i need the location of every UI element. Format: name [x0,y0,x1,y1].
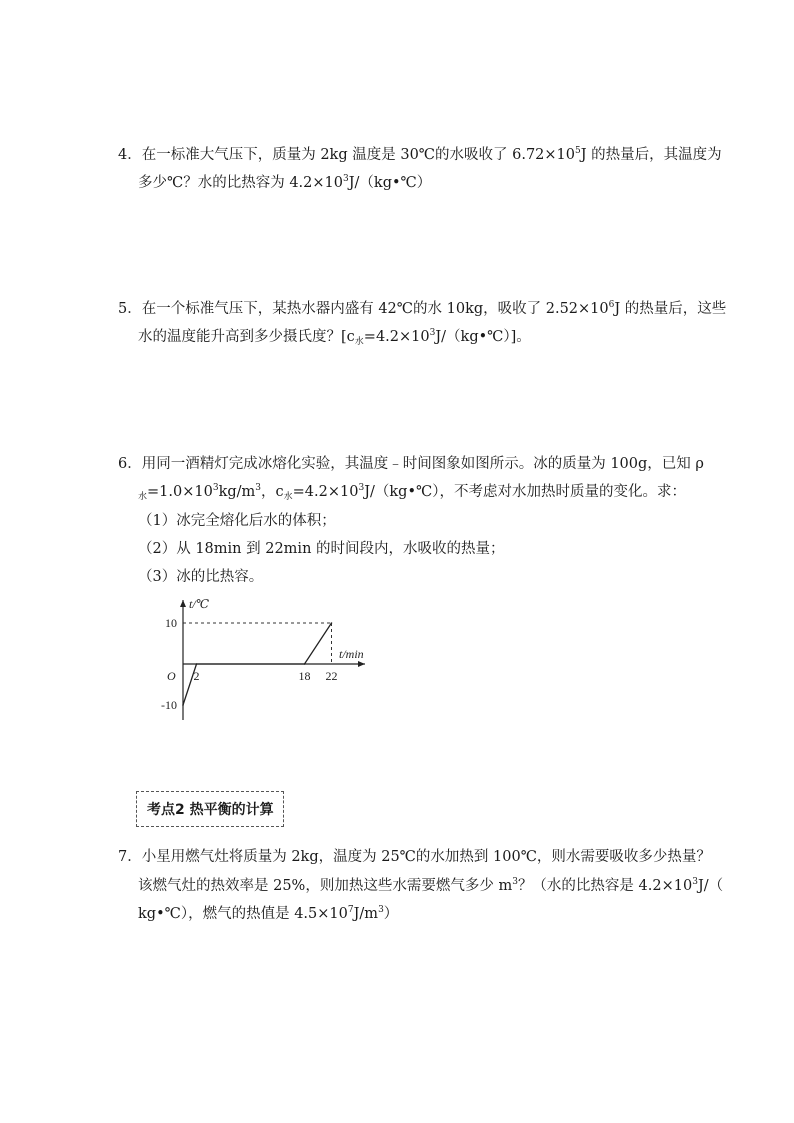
superscript: 3 [692,877,698,887]
question-6-subquestion-1: （1）冰完全熔化后水的体积； [138,513,336,529]
y-tick-label: 10 [165,616,177,630]
text: J/m [353,906,379,922]
subscript: 水 [283,492,293,502]
question-5-line-2 [138,327,531,347]
text: J/（kg•℃） [348,175,432,191]
text: J/（kg•℃），不考虑对水加热时质量的变化。求： [364,484,686,500]
text: 4．在一标准大气压下，质量为 2kg 温度是 30℃的水吸收了 6.72×10 [118,147,576,163]
question-6-line-1: 6．用同一酒精灯完成冰熔化实验，其温度﹣时间图象如图所示。冰的质量为 100g，已知 ρ [118,456,704,472]
text: kg•℃），燃气的热值是 4.5×10 [138,906,348,922]
text: ） [383,906,399,922]
subscript: 水 [138,492,148,502]
question-6-subquestion-3: （3）冰的比热容。 [138,569,264,585]
superscript: 3 [378,905,384,915]
text: ，c [261,484,284,500]
superscript: 3 [358,483,365,493]
text: =1.0×10 [147,484,213,500]
x-axis-label: t/min [339,647,364,661]
question-6-subquestion-2: （2）从 18min 到 22min 的时间段内，水吸收的热量； [138,541,505,557]
text: 该燃气灶的热效率是 25%，则加热这些水需要燃气多少 m [138,878,513,894]
text: =4.2×10 [363,329,430,345]
subscript: 水 [354,337,364,347]
question-7-line-2 [138,876,723,896]
text: 多少℃？水的比热容为 4.2×10 [138,175,343,191]
question-5-line-1 [118,299,726,319]
data-point [304,663,306,665]
superscript: 5 [575,146,581,156]
x-tick-label: 18 [298,669,311,683]
question-4-line-2 [138,173,431,193]
data-point [182,704,184,706]
origin-label: O [167,669,176,683]
superscript: 6 [608,300,615,310]
data-point [331,622,333,624]
superscript: 3 [343,174,349,184]
text: kg/m [218,484,256,500]
text: =4.2×10 [292,484,359,500]
section-heading-box [136,791,284,827]
x-tick-label: 22 [325,669,338,683]
chart-labels [161,597,364,712]
data-point [196,663,198,665]
superscript: 7 [347,905,354,915]
superscript: 3 [429,328,436,338]
superscript: 3 [512,877,518,887]
text: J 的热量后，其温度为 [580,147,722,163]
question-7-line-3 [138,904,398,924]
text: ？（水的比热容是 4.2×10 [517,878,693,894]
text: J/（kg•℃）]。 [435,329,531,345]
section-heading: 考点2 热平衡的计算 [147,802,274,818]
text: J 的热量后，这些 [614,301,727,317]
x-tick-label: 2 [193,669,200,683]
text: J/（ [697,878,724,894]
text: 水的温度能升高到多少摄氏度？[c [138,329,355,345]
chart-axes [183,600,365,720]
superscript: 3 [255,483,261,493]
question-6-line-2 [138,482,686,502]
text: 5．在一个标准气压下，某热水器内盛有 42℃的水 10kg，吸收了 2.52×10 [118,301,609,317]
question-7-line-1: 7．小星用燃气灶将质量为 2kg，温度为 25℃的水加热到 100℃，则水需要吸收多少热量？ [118,849,711,865]
question-4-line-1 [118,145,722,165]
y-tick-label: -10 [161,698,177,712]
temperature-time-chart [150,592,370,727]
y-axis-label: t/℃ [189,597,210,611]
superscript: 3 [212,483,219,493]
